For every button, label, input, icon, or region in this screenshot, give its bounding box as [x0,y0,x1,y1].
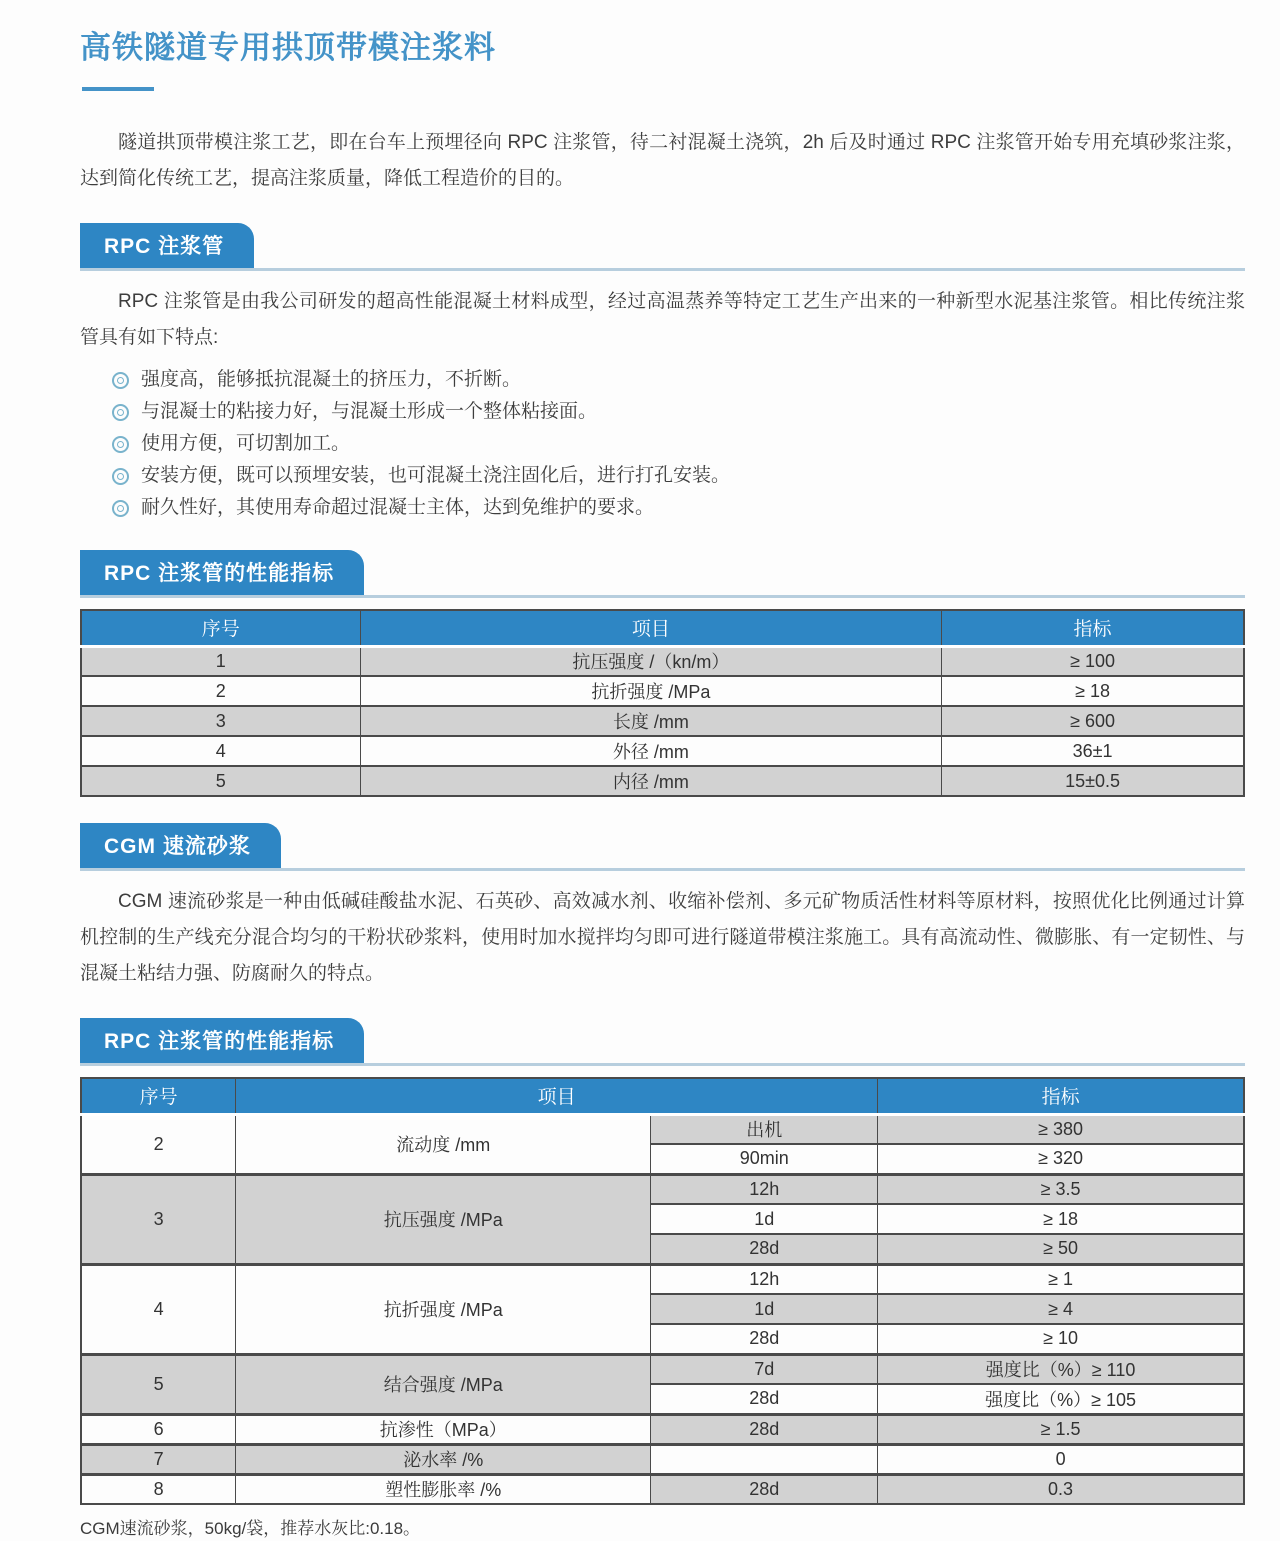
cell-condition: 28d [651,1384,878,1414]
section-header-rpc-table [80,550,1245,598]
cell-condition: 28d [651,1234,878,1264]
cell-item: 流动度 /mm [236,1114,651,1174]
rpc-feature-list [112,364,1245,524]
feature-item [112,364,1245,396]
cell-item: 内径 /mm [360,766,942,796]
footnote: CGM速流砂浆，50kg/袋，推荐水灰比:0.18。 [80,1519,421,1538]
rpc-table-header-row [81,610,1244,646]
cell-item: 抗压强度 /MPa [236,1174,651,1264]
bullseye-bullet-inner [117,473,124,480]
cell-value: 强度比（%）≥ 105 [878,1384,1244,1414]
section-header-cgm [80,823,1245,871]
cell-item: 塑性膨胀率 /% [236,1474,651,1504]
cell-no: 1 [81,646,360,676]
cell-value: ≥ 3.5 [878,1174,1244,1204]
cell-item: 泌水率 /% [236,1444,651,1474]
table-row [81,1414,1244,1444]
table-row [81,646,1244,676]
cell-item: 抗折强度 /MPa [360,676,942,706]
cell-value: 15±0.5 [942,766,1244,796]
bullseye-bullet-icon [112,468,129,485]
section-tab-cgm-table: RPC 注浆管的性能指标 [80,1018,364,1063]
feature-item [112,492,1245,524]
bullseye-bullet-inner [117,441,124,448]
cell-value: ≥ 1 [878,1264,1244,1294]
column-header-value: 指标 [878,1078,1244,1114]
cell-item: 抗压强度 /（kn/m） [360,646,942,676]
table-row [81,736,1244,766]
bullseye-bullet-icon [112,436,129,453]
title-underline [82,87,154,91]
feature-item [112,460,1245,492]
cell-item: 抗折强度 /MPa [236,1264,651,1354]
table-row [81,766,1244,796]
feature-text: 使用方便，可切割加工。 [141,433,351,454]
bullseye-bullet-inner [117,377,124,384]
column-header-no: 序号 [81,1078,236,1114]
cell-no: 5 [81,766,360,796]
cell-value: ≥ 18 [942,676,1244,706]
cell-no: 2 [81,676,360,706]
feature-text: 安装方便，既可以预埋安装，也可混凝土浇注固化后，进行打孔安装。 [141,465,731,486]
cell-value: ≥ 380 [878,1114,1244,1144]
feature-item [112,396,1245,428]
section-header-rpc [80,223,1245,271]
bullseye-bullet-inner [117,409,124,416]
cgm-table-header-row [81,1078,1244,1114]
cell-condition: 出机 [651,1114,878,1144]
cell-no: 7 [81,1444,236,1474]
cell-item: 抗渗性（MPa） [236,1414,651,1444]
column-header-no: 序号 [81,610,360,646]
cell-no: 4 [81,1264,236,1354]
cell-no: 8 [81,1474,236,1504]
cell-value: 强度比（%）≥ 110 [878,1354,1244,1384]
feature-text: 强度高，能够抵抗混凝土的挤压力，不折断。 [141,369,522,390]
rpc-spec-table [80,609,1245,797]
table-row [81,706,1244,736]
cell-item: 结合强度 /MPa [236,1354,651,1414]
bullseye-bullet-icon [112,372,129,389]
bullseye-bullet-icon [112,404,129,421]
cell-condition: 7d [651,1354,878,1384]
cell-value: ≥ 600 [942,706,1244,736]
cell-condition: 12h [651,1264,878,1294]
column-header-item: 项目 [236,1078,878,1114]
feature-text: 与混凝士的粘接力好，与混凝土形成一个整体粘接面。 [141,401,598,422]
cell-no: 4 [81,736,360,766]
cell-value: 0 [878,1444,1244,1474]
table-row [81,676,1244,706]
section-header-cgm-table [80,1018,1245,1066]
section-tab-rpc: RPC 注浆管 [80,223,254,268]
cgm-paragraph: CGM 速流砂浆是一种由低碱硅酸盐水泥、石英砂、高效减水剂、收缩补偿剂、多元矿物质活性材料等原材料，按照优化比例通过计算机控制的生产线充分混合均匀的干粉状砂浆料，使用时加水搅拌均匀即可进行隧道带模注浆施工。具有高流动性、微膨胀、有一定韧性、与混凝土粘结力强、防腐耐久的特点。 [80,891,1245,984]
table-row [81,1444,1244,1474]
cell-condition: 28d [651,1414,878,1444]
cell-no: 3 [81,706,360,736]
page-title: 高铁隧道专用拱顶带模注浆料 [80,30,496,65]
table-row [81,1264,1244,1294]
cell-no: 6 [81,1414,236,1444]
table-row [81,1114,1244,1144]
cell-value: ≥ 4 [878,1294,1244,1324]
cell-no: 5 [81,1354,236,1414]
cell-value: ≥ 10 [878,1324,1244,1354]
cell-condition: 28d [651,1474,878,1504]
cell-condition: 90min [651,1144,878,1174]
rpc-paragraph: RPC 注浆管是由我公司研发的超高性能混凝土材料成型，经过高温蒸养等特定工艺生产出来的一种新型水泥基注浆管。相比传统注浆管具有如下特点: [80,291,1245,348]
bullseye-bullet-inner [117,505,124,512]
cell-value: 0.3 [878,1474,1244,1504]
cell-value: 36±1 [942,736,1244,766]
column-header-value: 指标 [942,610,1244,646]
table-row [81,1174,1244,1204]
cell-value: ≥ 18 [878,1204,1244,1234]
cell-no: 2 [81,1114,236,1174]
cell-value: ≥ 1.5 [878,1414,1244,1444]
bullseye-bullet-icon [112,500,129,517]
cell-condition: 1d [651,1294,878,1324]
cell-value: ≥ 320 [878,1144,1244,1174]
cell-condition: 28d [651,1324,878,1354]
column-header-item: 项目 [360,610,942,646]
cell-no: 3 [81,1174,236,1264]
cgm-spec-table [80,1077,1245,1505]
table-row [81,1474,1244,1504]
feature-item [112,428,1245,460]
table-row [81,1354,1244,1384]
cell-value: ≥ 50 [878,1234,1244,1264]
section-tab-cgm: CGM 速流砂浆 [80,823,281,868]
cell-item: 外径 /mm [360,736,942,766]
rpc-spec-table-body [81,646,1244,796]
cell-condition: 12h [651,1174,878,1204]
intro-paragraph: 隧道拱顶带模注浆工艺，即在台车上预埋径向 RPC 注浆管，待二衬混凝土浇筑，2h 后及时通过 RPC 注浆管开始专用充填砂浆注浆，达到简化传统工艺，提高注浆质量，降低工程造价的目的。 [80,132,1245,189]
feature-text: 耐久性好，其使用寿命超过混凝士主体，达到免维护的要求。 [141,497,655,518]
cgm-spec-table-body [81,1114,1244,1504]
section-tab-rpc-table: RPC 注浆管的性能指标 [80,550,364,595]
cell-value: ≥ 100 [942,646,1244,676]
cell-item: 长度 /mm [360,706,942,736]
cell-condition: 1d [651,1204,878,1234]
cell-condition [651,1444,878,1474]
